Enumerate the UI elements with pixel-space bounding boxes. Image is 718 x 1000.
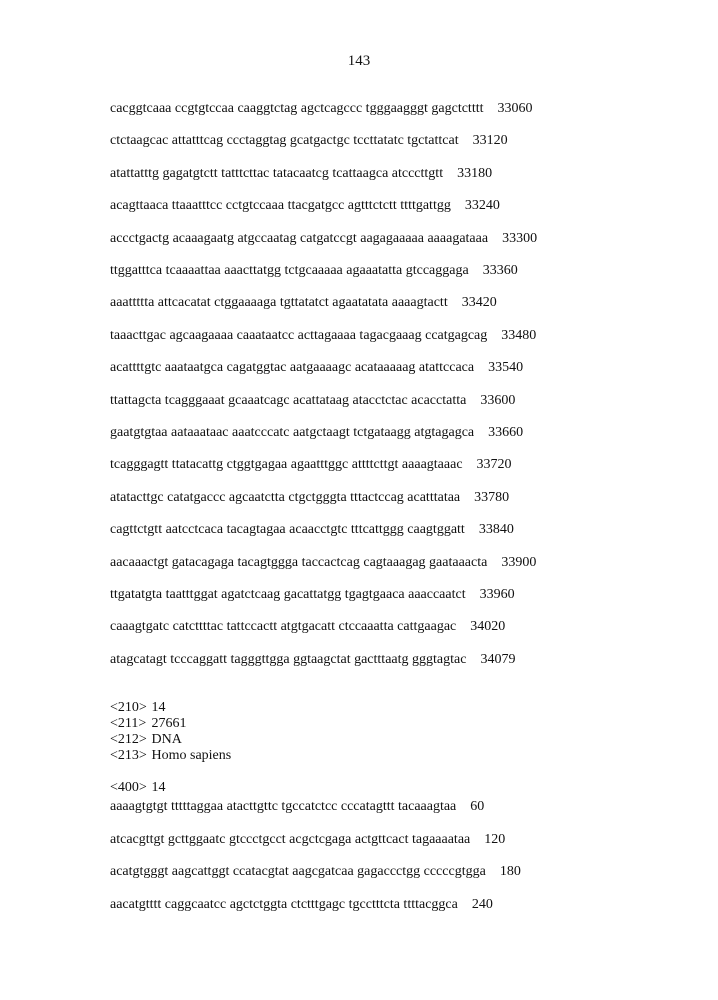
sequence-position: 33540 bbox=[488, 360, 524, 376]
sequence-line bbox=[110, 864, 521, 880]
field-line bbox=[110, 716, 231, 732]
sequence-position: 33660 bbox=[488, 425, 524, 440]
sequence-text: caaagtgatc catcttttac tattccactt atgtgacatt ctccaaatta cattgaagac bbox=[110, 619, 457, 635]
sequence-line bbox=[110, 360, 523, 376]
sequence-line bbox=[110, 897, 493, 913]
sequence-text: acattttgtc aaataatgca cagatggtac aatgaaaagc acataaaaag atattccaca bbox=[110, 360, 475, 376]
field-tag: <400> bbox=[110, 780, 147, 795]
sequence-position: 33180 bbox=[457, 165, 493, 181]
sequence-line bbox=[110, 328, 536, 344]
sequence-line bbox=[110, 198, 500, 214]
sequence-text: tcagggagtt ttatacattg ctggtgagaa agaatttggc attttcttgt aaaagtaaac bbox=[110, 457, 463, 473]
sequence-text: aaattttta attcacatat ctggaaaaga tgttatatct agaatatata aaaagtactt bbox=[110, 295, 448, 311]
sequence-line bbox=[110, 457, 512, 473]
sequence-text: acatgtgggt aagcattggt ccatacgtat aagcgatcaa gagaccctgg cccccgtgga bbox=[110, 864, 486, 880]
sequence-line bbox=[110, 555, 536, 571]
sequence-text: ttattagcta tcagggaaat gcaaatcagc acattataag atacctctac acacctatta bbox=[110, 392, 467, 408]
sequence-line bbox=[110, 832, 505, 848]
sequence-text: cagttctgtt aatcctcaca tacagtagaa acaacctgtc tttcattggg caagtggatt bbox=[110, 522, 465, 538]
sequence-position: 33480 bbox=[501, 327, 537, 343]
field-line bbox=[110, 732, 231, 748]
field-tag: <212> bbox=[110, 732, 147, 747]
field-line bbox=[110, 700, 231, 716]
sequence-text: taaacttgac agcaagaaaa caaataatcc acttagaaaa tagacgaaag ccatgagcag bbox=[110, 327, 488, 343]
sequence-line bbox=[110, 263, 518, 279]
sequence-entry-block bbox=[110, 700, 231, 796]
sequence-line bbox=[110, 490, 509, 506]
sequence-position: 240 bbox=[471, 897, 493, 913]
field-value: 27661 bbox=[151, 716, 187, 731]
sequence-line bbox=[110, 425, 523, 441]
sequence-text: ctctaagcac attatttcag ccctaggtag gcatgactgc tccttatatc tgctattcat bbox=[110, 133, 459, 149]
sequence-position: 33720 bbox=[476, 457, 512, 473]
sequence-text: atagcatagt tcccaggatt tagggttgga ggtaagctat gactttaatg gggtagtac bbox=[110, 651, 467, 667]
sequence-position: 33060 bbox=[497, 101, 533, 116]
sequence-position: 60 bbox=[470, 799, 485, 814]
sequence-text: cacggtcaaa ccgtgtccaa caaggtctag agctcagccc tgggaagggt gagctctttt bbox=[110, 101, 484, 116]
sequence-line bbox=[110, 522, 514, 538]
sequence-position: 33600 bbox=[480, 392, 516, 408]
sequence-text: acagttaaca ttaaatttcc cctgtccaaa ttacgatgcc agtttctctt ttttgattgg bbox=[110, 198, 451, 214]
field-value: DNA bbox=[151, 732, 182, 747]
field-tag: <210> bbox=[110, 700, 147, 715]
sequence-line bbox=[110, 295, 497, 311]
sequence-text: aacatgtttt caggcaatcc agctctggta ctctttgagc tgcctttcta ttttacggca bbox=[110, 897, 458, 913]
sequence-position: 34020 bbox=[470, 619, 506, 635]
sequence-text: atattatttg gagatgtctt tatttcttac tatacaatcg tcattaagca atcccttgtt bbox=[110, 165, 444, 181]
sequence-position: 33900 bbox=[501, 554, 537, 570]
sequence-position: 33960 bbox=[479, 587, 515, 602]
sequence-line bbox=[110, 133, 508, 149]
sequence-line bbox=[110, 166, 492, 182]
field-value: Homo sapiens bbox=[151, 748, 232, 763]
sequence-text: aaaagtgtgt tttttaggaa atacttgttc tgccatctcc cccatagttt tacaaagtaa bbox=[110, 799, 457, 814]
sequence-line bbox=[110, 619, 505, 635]
sequence-text: gaatgtgtaa aataaataac aaatcccatc aatgctaagt tctgataagg atgtagagca bbox=[110, 425, 475, 440]
sequence-text: atcacgttgt gcttggaatc gtccctgcct acgctcgaga actgttcact tagaaaataa bbox=[110, 831, 471, 847]
sequence-position: 33360 bbox=[482, 263, 518, 278]
sequence-line bbox=[110, 393, 515, 409]
sequence-line bbox=[110, 587, 515, 603]
field-line bbox=[110, 748, 231, 764]
sequence-line bbox=[110, 231, 537, 247]
field-tag: <213> bbox=[110, 748, 147, 763]
sequence-position: 33120 bbox=[472, 133, 508, 149]
field-value: 14 bbox=[151, 700, 166, 715]
sequence-position: 33780 bbox=[474, 489, 510, 505]
sequence-line bbox=[110, 101, 532, 117]
sequence-position: 33420 bbox=[461, 295, 497, 311]
field-value: 14 bbox=[151, 780, 166, 795]
sequence-header-line bbox=[110, 780, 231, 796]
sequence-position: 33300 bbox=[502, 230, 538, 246]
sequence-position: 33240 bbox=[464, 198, 500, 214]
sequence-text: atatacttgc catatgaccc agcaatctta ctgctgggta tttactccag acatttataa bbox=[110, 489, 461, 505]
sequence-position: 34079 bbox=[480, 651, 516, 667]
sequence-position: 120 bbox=[484, 831, 506, 847]
field-tag: <211> bbox=[110, 716, 147, 731]
sequence-line bbox=[110, 652, 515, 668]
sequence-position: 33840 bbox=[478, 522, 514, 538]
sequence-text: ttgatatgta taatttggat agatctcaag gacattatgg tgagtgaaca aaaccaatct bbox=[110, 587, 466, 602]
page-number: 143 bbox=[347, 53, 371, 69]
sequence-position: 180 bbox=[499, 864, 521, 880]
sequence-text: aacaaactgt gatacagaga tacagtggga taccactcag cagtaaagag gaataaacta bbox=[110, 554, 488, 570]
sequence-line bbox=[110, 799, 484, 815]
sequence-text: accctgactg acaaagaatg atgccaatag catgatccgt aagagaaaaa aaaagataaa bbox=[110, 230, 489, 246]
sequence-text: ttggatttca tcaaaattaa aaacttatgg tctgcaaaaa agaaatatta gtccaggaga bbox=[110, 263, 469, 278]
